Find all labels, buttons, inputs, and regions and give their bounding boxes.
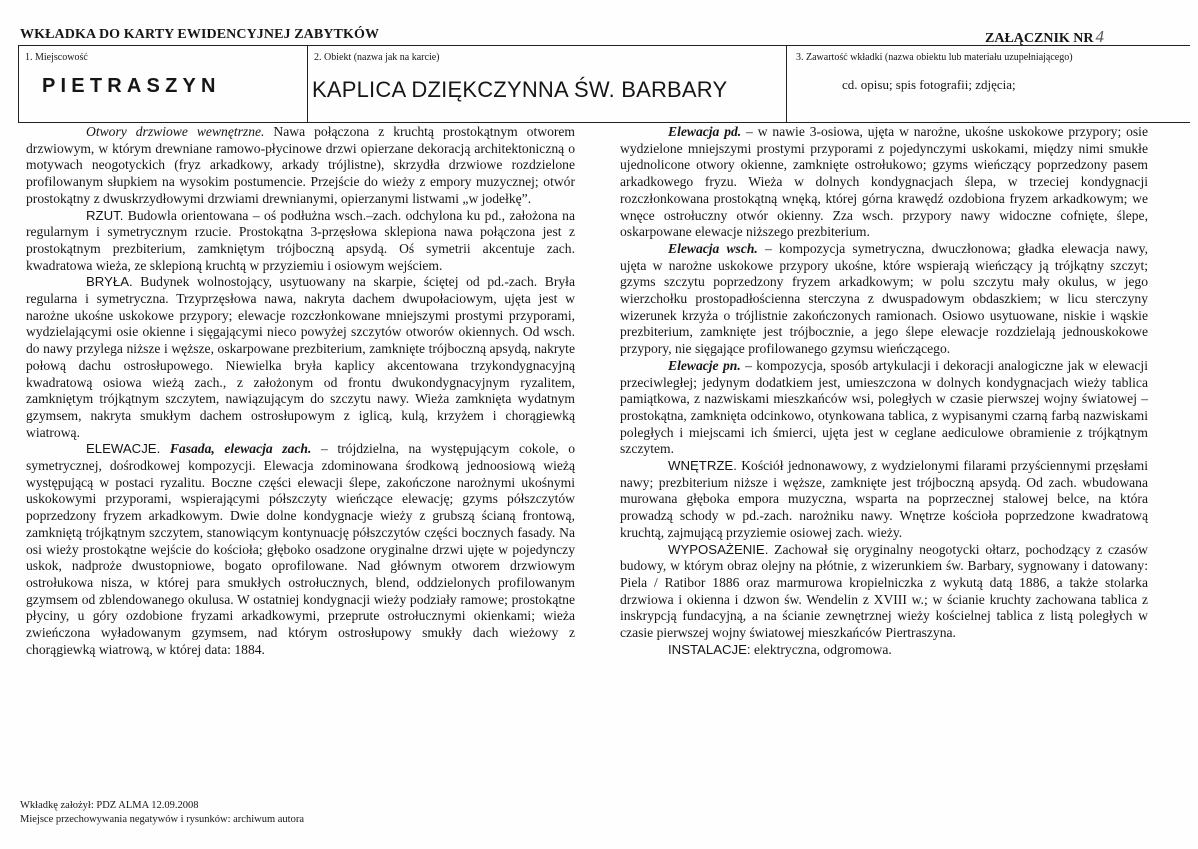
heading-massing: BRYŁA.	[86, 274, 133, 290]
heading-door-openings: Otwory drzwiowe wewnętrzne.	[86, 124, 265, 139]
place-value: PIETRASZYN	[42, 75, 221, 97]
paragraph-north-elevation	[620, 358, 1148, 458]
heading-interior: WNĘTRZE.	[668, 458, 737, 474]
footer-archive: Miejsce przechowywania negatywów i rysunków: archiwum autora	[20, 814, 304, 825]
text-installations: elektryczna, odgromowa.	[750, 641, 892, 657]
object-value: KAPLICA DZIĘKCZYNNA ŚW. BARBARY	[312, 77, 728, 102]
paragraph-installations	[620, 642, 1148, 659]
text-interior: Kościół jednonawowy, z wydzielonymi filarami przyściennymi przęsłami nawy; prezbiterium niższe i węższe, zamknięte jest trójboczną apsydą. Od zach. wbudowana murowana głęboka empora muzyczna, wsparta na poprzecznej stalowej belce, na która prowadzą schody w pd.-zach. narożniku nawy. Wnętrze kościoła poprzedzone kwadratową kruchtą, zajmującą przyziemie osiowej zach. wieży.	[620, 458, 1148, 540]
text-elevations: – trójdzielna, na występującym cokole, o symetrycznej, dośrodkowej kompozycji. Elewacja zdominowana środkową jednoosiową wieżą występującą w postaci ryzalitu. Boczne części elewacji ślepe, zakończone narożnymi ukośnymi uskokowymi przyporami, wspierającymi półszczyty wieńczące elewację; gzyms półszczytów poprzedzony fryzem arkadkowym. Dwie dolne kondygnacje wieży z grubszą ścianą frontową, zamkniętą trójkątnym szczytem, stanowiącym kontynuację półszczytów części bocznych fasady. Na osi wieży prostokątne wejście do kościoła; głęboko osadzone oryginalne drzwi ujęte w pojedynczy uskok, nadproże dwustopniowe, bogato oprofilowane. Nad głównym otworem drzwiowym ostrołukowa nisza, w której para smukłych ostrołucznych, blend, oddzielonych profilowanym gzymsem od zblendowanego okulusa. W ostatniej kondygnacji wieży podziały ramowe; prostokątne płyciny, u góry ozdobione fryzami arkadkowymi, przeprute ostrołucznymi okienkami; wieża zwieńczona wyładowanym gzymsem, nad którym ostrosłupowy smukły dach wieżowy z chorągiewką wiatrową, w której data: 1884.	[26, 441, 575, 657]
header-box-bottom-rule	[18, 122, 1190, 123]
field-contents-label: 3. Zawartość wkładki (nazwa obiektu lub materiału uzupełniającego)	[796, 52, 1073, 63]
heading-east-elevation: Elewacja wsch.	[668, 240, 758, 256]
heading-furnishings: WYPOSAŻENIE.	[668, 541, 769, 557]
heading-south-elevation: Elewacja pd.	[668, 124, 742, 139]
heading-north-elevation: Elewacje pn.	[668, 357, 741, 373]
paragraph-massing	[26, 274, 575, 441]
paragraph-interior	[620, 458, 1148, 542]
heading-plan: RZUT.	[86, 207, 124, 223]
paragraph-furnishings	[620, 542, 1148, 642]
text-massing: Budynek wolnostojący, usytuowany na skarpie, ściętej od pd.-zach. Bryła regularna i symetryczna. Trzyprzęsłowa nawa, nakryta dachem dwupołaciowym, ujęta jest w narożne ukośne uskokowe przypory; elewacje rozczłonkowane mniejszymi prostymi przyporami, wydzielającymi osie okienne i sięgającymi nieco powyżej szczytów otworów okiennych. Od wsch. do nawy przylega niższe i węższe, oskarpowane prezbiterium, zamknięte trójboczną apsydą, nakryte połową dachu ostrosłupowego. Niewielka bryła kaplicy akcentowana trzykondygnacyjną kwadratową osiowa wieżą zach., z założonym od frontu dwukondygnacyjnym ryzalitem, zamkniętym trójkątnym szczytem, nawiązującym do szczytu nawy. Wieża zamknięta wydatnym gzymsem, nakryta smukłym dachem ostrosłupowym z iglicą, kulą, krzyżem i chorągiewką wiatrową.	[26, 274, 575, 440]
field-place-label: 1. Miejscowość	[25, 52, 88, 63]
text-furnishings: Zachował się oryginalny neogotycki ołtarz, pochodzący z czasów budowy, w którym obraz olejny na płótnie, z wizerunkiem św. Barbary, sygnowany i datowany: Piela / Ratibor 1886 oraz marmurowa kropielniczka z wykutą datą 1886, a także stolarka drzwiowa i okienna i dzwon św. Wendelin z XVIII w.; w ścianie kruchty zachowana tablica z inskrypcją fundacyjną, a na ścianie zewnętrznej wieży kościelnej tablica z listą poległych w czasie pierwszej wojny światowej mieszkańców Piertraszyna.	[620, 541, 1148, 641]
paragraph-plan	[26, 208, 575, 275]
text-north-elevation: – kompozycja, sposób artykulacji i dekoracji analogiczne jak w elewacji przeciwległej; jedynym dodatkiem jest, umieszczona w dolnych kondygnacjach wieży tablica pamiątkowa, z nazwiskami mieszkańców wsi, poległych w czasie pierwszej wojny światowej – prostokątna, zamknięta odcinkowo, otynkowana tablica, z wypisanymi czarną farbą nazwiskami poległych i miejscami ich śmierci, ujęta jest w ceglane aediculowe obramienie z trójkątnym szczytem.	[620, 357, 1148, 457]
contents-value: cd. opisu; spis fotografii; zdjęcia;	[842, 77, 1016, 92]
footer-author: Wkładkę założył: PDZ ALMA 12.09.2008	[20, 800, 199, 811]
annex-label	[985, 27, 1104, 47]
annex-number: 4	[1095, 27, 1105, 46]
text-east-elevation: – kompozycja symetryczna, dwuczłonowa; gładka elewacja nawy, ujęta w narożne uskokowe przypory ukośne, które wspierają wieńczący ją trójkątny szczyt; gzyms szczytu poprzedzony fryzem arkadkowym; w polu szczytu mały okulus, w jego wierzchołku prostopadłościenna sterczyna z dwuspadowym obdaszkiem; w licu sterczyny wizerunek krzyża o trójlistnie zakończonych ramionach. Osiowo usytuowane, niskie i wąskie prezbiterium, zamknięte jest trójbocznie, a jego ślepe elewacje rozdzielają jednouskokowe przypory, nie sięgające profilowanego gzymsu wieńczącego.	[620, 240, 1148, 357]
paragraph-door-openings	[26, 124, 575, 208]
annex-label-text: ZAŁĄCZNIK NR	[985, 31, 1094, 46]
heading-installations: INSTALACJE:	[668, 641, 751, 657]
field-object-label: 2. Obiekt (nazwa jak na karcie)	[314, 52, 440, 63]
text-plan: Budowla orientowana – oś podłużna wsch.–zach. odchylona ku pd., założona na regularnym i symetrycznym rzucie. Prostokątna 3-przęsłowa sklepiona nawa połączona jest z prostokątnym prezbiterium, zamkniętym trójboczną apsydą. Oś symetrii akcentuje zach. kwadratowa wieża, ze sklepioną kruchtą w przyziemiu i osiowym wejściem.	[26, 207, 575, 273]
right-column	[620, 124, 1148, 659]
paragraph-east-elevation	[620, 241, 1148, 358]
text-south-elevation: – w nawie 3-osiowa, ujęta w narożne, ukośne uskokowe przypory; osie wydzielone mniejszymi prostymi przyporami z pojedynczymi uskokami, między nimi smukłe ujednolicone otwory okienne, zamknięte ostrołukowo; gzyms wieńczący poprzedzony pasem arkadkowego fryzu. Wieża w dolnych kondygnacjach ślepa, w trzeciej kondygnacji rozczłonkowana prostokątną wnęką, której górna krawędź ozdobiona fryzem arkadkowym; we wnęce ostrołuczny otwór okienny. Zza wsch. przypory nawy widoczne cofnięte, ślepe, oskarpowane elewacje niższego prezbiterium.	[620, 124, 1148, 240]
paragraph-elevations	[26, 441, 575, 658]
subheading-west-facade: Fasada, elewacja zach.	[169, 441, 312, 457]
sheet-title: WKŁADKA DO KARTY EWIDENCYJNEJ ZABYTKÓW	[20, 27, 380, 42]
paragraph-south-elevation	[620, 124, 1148, 241]
text-door-openings: Nawa połączona z kruchtą prostokątnym otworem drzwiowym, w którym drewniane ramowo-płycinowe drzwi opierzane dekoracją architektoniczną o motywach neogotyckich (fryz arkadkowy, arkady trójlistne), skrzydła drzwiowe rozdzielone profilowanym słupkiem na wysokim postumencie. Przejście do wieży z empory muzycznej; otwór prostokątny z dwuskrzydłowymi drzwiami drewnianymi, opierzanymi listwami „w jodełkę”.	[26, 124, 575, 206]
left-column	[26, 124, 575, 659]
heading-elevations: ELEWACJE.	[86, 441, 161, 457]
